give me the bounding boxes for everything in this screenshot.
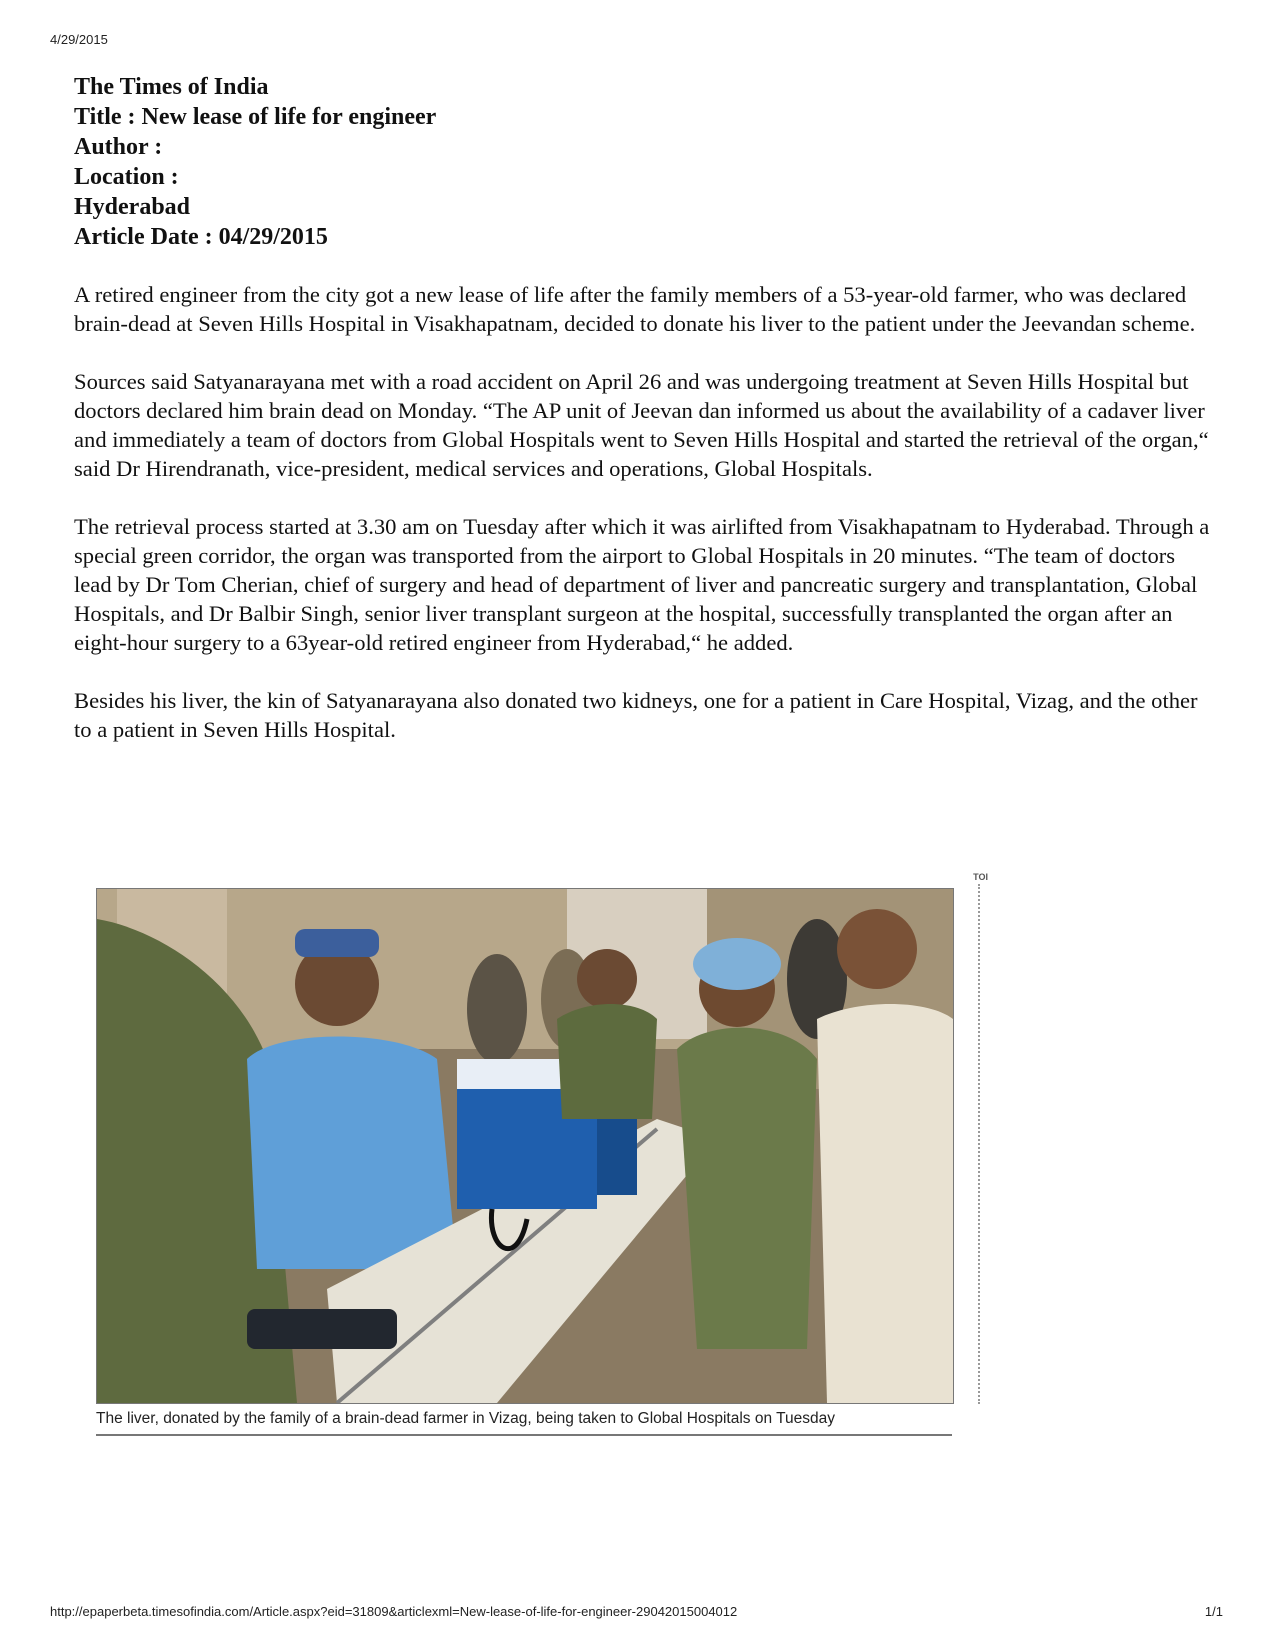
print-date: 4/29/2015 [50, 32, 108, 47]
photo-caption: The liver, donated by the family of a brain-dead farmer in Vizag, being taken to Global Hospitals on Tuesday [96, 1410, 952, 1436]
page-number: 1/1 [1204, 1604, 1223, 1619]
article-metadata [74, 72, 1194, 252]
photo-credit: TOI [973, 872, 988, 882]
paragraph-3: The retrieval process started at 3.30 am on Tuesday after which it was airlifted from Visakhapatnam to Hyderabad. Through a special green corridor, the organ was transported from the airport to Global Hospitals in 20 minutes. “The team of doctors lead by Dr Tom Cherian, chief of surgery and head of department of liver and pancreatic surgery and transplantation, Global Hospitals, and Dr Balbir Singh, senior liver transplant surgeon at the hospital, successfully transplanted the organ after an eight-hour surgery to a 63year-old retired engineer from Hyderabad,“ he added. [74, 514, 1210, 655]
photo-divider [978, 884, 980, 1404]
paragraph-2: Sources said Satyanarayana met with a road accident on April 26 and was undergoing treatment at Seven Hills Hospital but doctors declared him brain dead on Monday. “The AP unit of Jeevan dan informed us about the availability of a cadaver liver and immediately a team of doctors from Global Hospitals went to Seven Hills Hospital and started the retrieval of the organ,“ said Dr Hirendranath, vice-president, medical services and operations, Global Hospitals. [74, 369, 1209, 481]
article-title: Title : New lease of life for engineer [74, 104, 437, 130]
location-value: Hyderabad [74, 194, 191, 220]
paragraph-1: A retired engineer from the city got a new lease of life after the family members of a 53-year-old farmer, who was declared brain-dead at Seven Hills Hospital in Visakhapatnam, decided to donate his liver to the patient under the Jeevandan scheme. [74, 282, 1196, 336]
article-date: Article Date : 04/29/2015 [74, 224, 328, 250]
source-url: http://epaperbeta.timesofindia.com/Article.aspx?eid=31809&articlexml=New-lease-of-life-for-engineer-29042015004012 [50, 1604, 738, 1619]
article-body [74, 280, 1212, 773]
author-label: Author : [74, 134, 163, 160]
news-photo [96, 888, 954, 1404]
news-photo-block [92, 872, 992, 1452]
paragraph-4: Besides his liver, the kin of Satyanarayana also donated two kidneys, one for a patient in Care Hospital, Vizag, and the other to a patient in Seven Hills Hospital. [74, 688, 1198, 742]
location-label: Location : [74, 164, 179, 190]
publication-name: The Times of India [74, 74, 269, 100]
